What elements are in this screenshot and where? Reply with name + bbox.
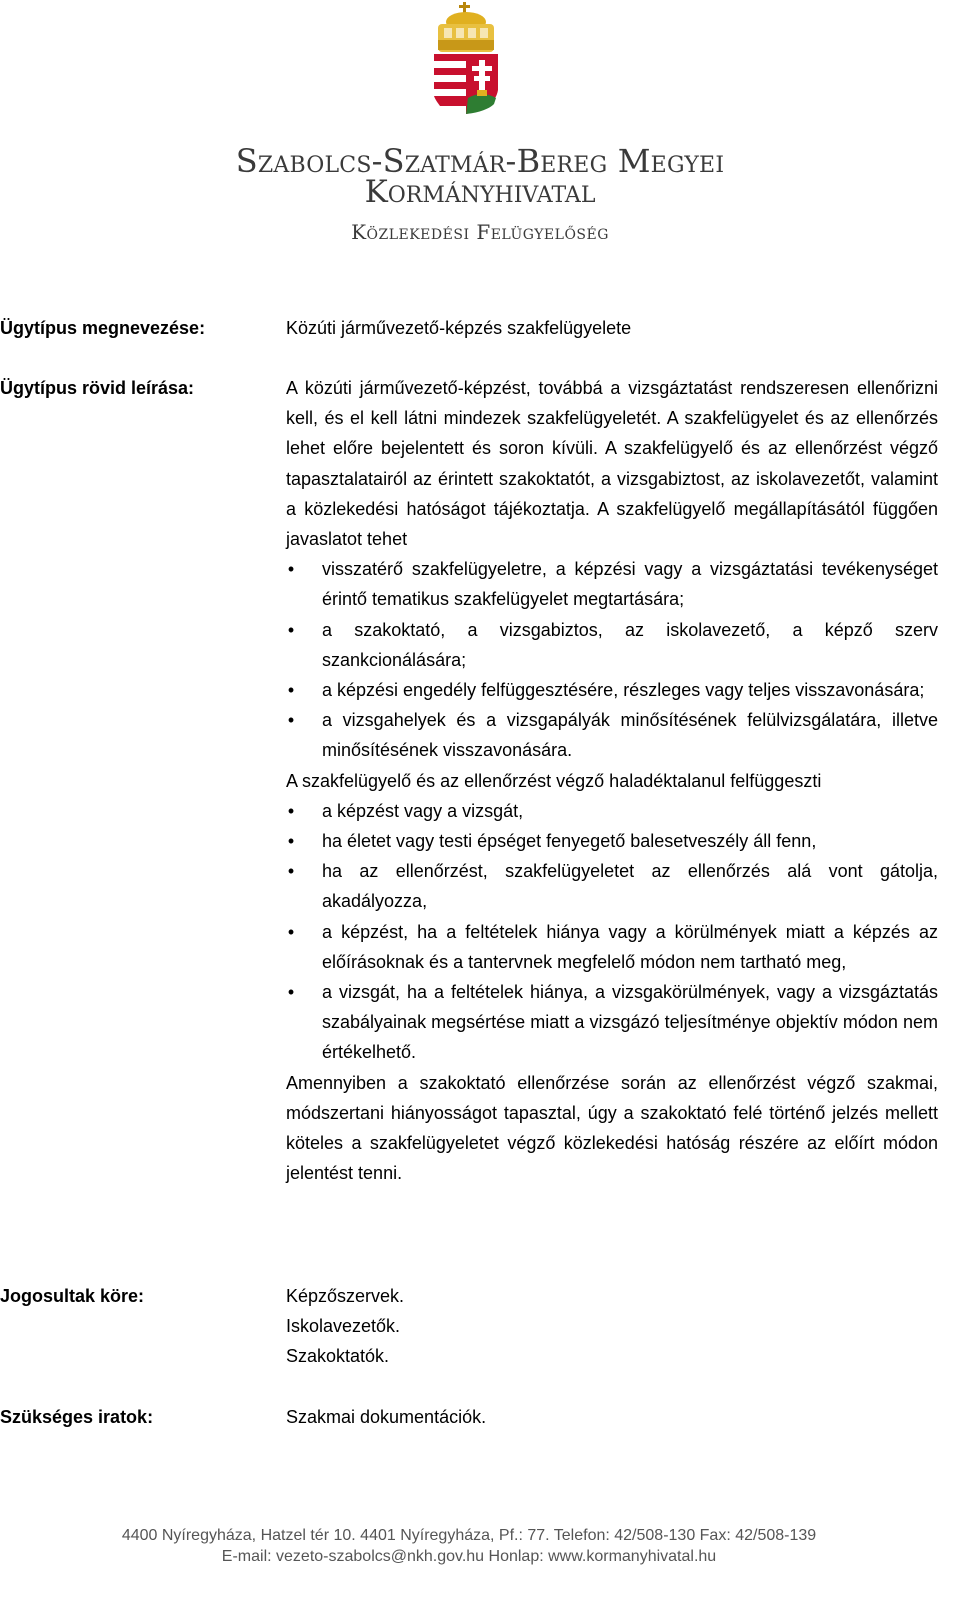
bullet-icon: • [287, 800, 295, 821]
list-item-text: a képzést vagy a vizsgát, [322, 800, 524, 821]
eligible-item: Szakoktatók. [286, 1346, 390, 1367]
field-value: Közúti járművezető-képzés szakfelügyelete [286, 318, 632, 338]
bullet-icon: • [287, 710, 295, 731]
list-item-text: a szakoktató, a vizsgabiztos, az iskolavezető, a képző szerv szankcionálására; [322, 619, 938, 670]
org-name-line1: Szabolcs-Szatmár-Bereg Megyei [235, 142, 725, 180]
shield-icon [434, 54, 498, 114]
eligible-item: Iskolavezetők. [286, 1316, 401, 1337]
list-item [286, 856, 938, 916]
list-item [286, 826, 938, 856]
org-name-line2: Kormányhivatal [364, 174, 596, 210]
list-item [286, 615, 938, 675]
report-paragraph: Amennyiben a szakoktató ellenőrzése során az ellenőrzést végző szakmai, módszertani hiányosságot tapasztal, úgy a szakoktató felé történő jelzés mellett köteles a szakfelügyeletet végző közlekedési hatóság részére az előírt módon jelentést tenni. [286, 1072, 938, 1184]
field-label: Jogosultak köre: [0, 1286, 145, 1306]
holy-crown-icon [438, 2, 494, 52]
bullet-icon: • [287, 831, 295, 852]
list-item-text: visszatérő szakfelügyeletre, a képzési vagy a vizsgáztatási tevékenységet érintő tematikus szakfelügyelet megtartására; [322, 559, 938, 610]
list-item [286, 554, 938, 614]
bullet-icon: • [287, 680, 295, 701]
list-item [286, 917, 938, 977]
list-item [286, 977, 938, 1068]
bullet-icon: • [287, 559, 295, 580]
bullet-icon: • [287, 982, 295, 1003]
eligible-item: Képzőszervek. [286, 1286, 405, 1306]
suspension-paragraph: A szakfelügyelő és az ellenőrzést végző haladéktalanul felfüggeszti [286, 770, 822, 791]
list-item-text: ha életet vagy testi épséget fenyegető balesetveszély áll fenn, [322, 831, 817, 852]
description-paragraph: A közúti járművezető-képzést, továbbá a vizsgáztatást rendszeresen ellenőrizni kell, és el kell látni mindezek szakfelügyeletét. A szakfelügyelet és az ellenőrzés lehet előre bejelentett és soron kívüli. A szakfelügyelő és az ellenőrzést végző tapasztalatairól az érintett szakoktatót, a vizsgabiztost, az iskolavezetőt, valamint a közlekedési hatóságot tájékoztatja. A szakfelügyelő megállapításától függően javaslatot tehet [286, 378, 938, 550]
document-footer [0, 1525, 938, 1567]
footer-address: 4400 Nyíregyháza, Hatzel tér 10. 4401 Nyíregyháza, Pf.: 77. Telefon: 42/508-130 Fax: 42/508-139 [121, 1527, 817, 1544]
suspension-list [286, 796, 938, 1068]
bullet-icon: • [287, 619, 295, 640]
field-value [286, 373, 938, 1188]
proposal-list [286, 554, 938, 765]
bullet-icon: • [287, 861, 295, 882]
list-item-text: a vizsgát, ha a feltételek hiánya, a vizsgakörülmények, vagy a vizsgáztatás szabályainak megsértése miatt a vizsgázó teljesítménye objektív módon nem értékelhető. [322, 982, 938, 1063]
field-label: Ügytípus megnevezése: [0, 318, 206, 338]
document-header [0, 0, 960, 260]
field-label: Ügytípus rövid leírása: [0, 378, 195, 398]
list-item [286, 705, 938, 765]
footer-contact: E-mail: vezeto-szabolcs@nkh.gov.hu Honlap: www.kormanyhivatal.hu [221, 1548, 717, 1565]
org-department: Közlekedési Felügyelőség [351, 220, 609, 244]
field-value: Szakmai dokumentációk. [286, 1407, 487, 1427]
bullet-icon: • [287, 921, 295, 942]
list-item-text: a képzést, ha a feltételek hiánya vagy a körülmények miatt a képzés az előírásoknak és a tantervnek megfelelő módon nem tartható meg, [322, 921, 938, 972]
field-label: Szükséges iratok: [0, 1407, 154, 1427]
list-item [286, 796, 938, 826]
field-value [286, 1281, 938, 1372]
list-item [286, 675, 938, 705]
list-item-text: a vizsgahelyek és a vizsgapályák minősítésének felülvizsgálatára, illetve minősítésének visszavonására. [322, 710, 938, 761]
hungarian-coat-of-arms-icon [432, 2, 500, 138]
list-item-text: ha az ellenőrzést, szakfelügyeletet az ellenőrzés alá vont gátolja, akadályozza, [322, 861, 938, 912]
list-item-text: a képzési engedély felfüggesztésére, részleges vagy teljes visszavonására; [322, 680, 925, 701]
